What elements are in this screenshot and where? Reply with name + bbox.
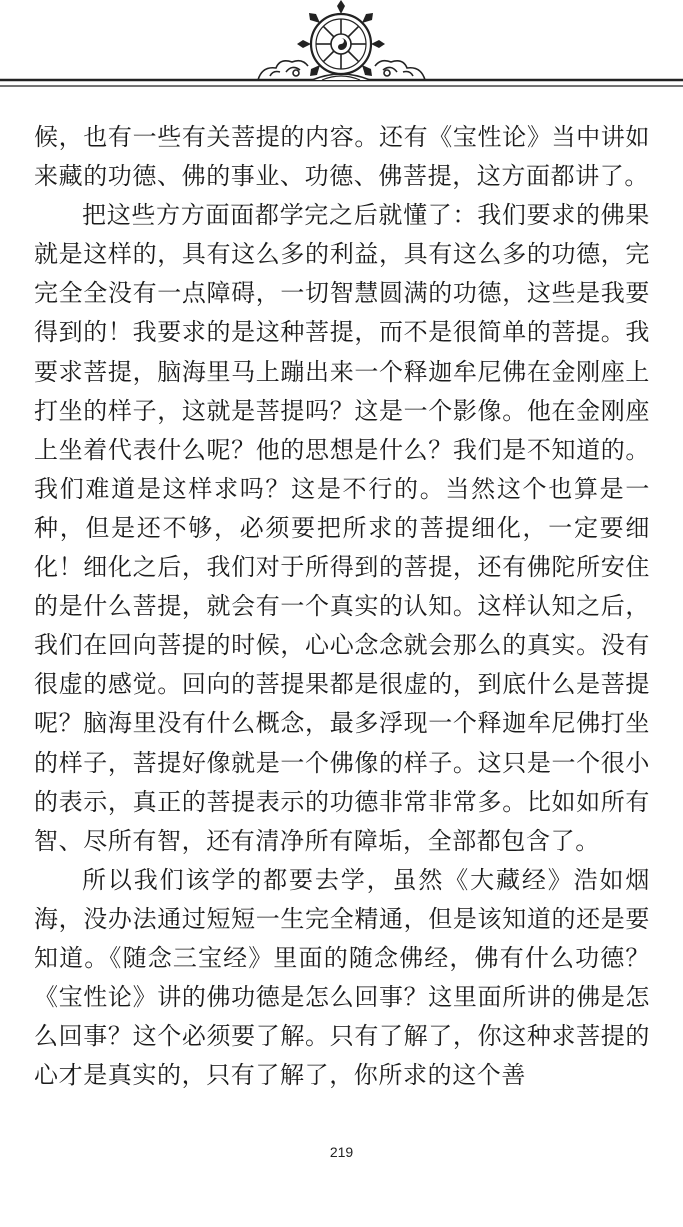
dharma-wheel-icon (0, 0, 683, 100)
body-text (34, 118, 650, 1095)
page-number: 219 (329, 1144, 354, 1160)
paragraph: 把这些方方面面都学完之后就懂了：我们要求的佛果就是这样的，具有这么多的利益，具有这么多的功德，完完全全没有一点障碍，一切智慧圆满的功德，这些是我要得到的！我要求的是这种菩提，而不是很简单的菩提。我要求菩提，脑海里马上蹦出来一个释迦牟尼佛在金刚座上打坐的样子，这就是菩提吗？这是一个影像。他在金刚座上坐着代表什么呢？他的思想是什么？我们是不知道的。我们难道是这样求吗？这是不行的。当然这个也算是一种，但是还不够，必须要把所求的菩提细化，一定要细化！细化之后，我们对于所得到的菩提，还有佛陀所安住的是什么菩提，就会有一个真实的认知。这样认知之后，我们在回向菩提的时候，心心念念就会那么的真实。没有很虚的感觉。回向的菩提果都是很虚的，到底什么是菩提呢？脑海里没有什么概念，最多浮现一个释迦牟尼佛打坐的样子，菩提好像就是一个佛像的样子。这只是一个很小的表示，真正的菩提表示的功德非常非常多。比如如所有智、尽所有智，还有清净所有障垢，全部都包含了。 (34, 201, 650, 855)
paragraph: 所以我们该学的都要去学，虽然《大藏经》浩如烟海，没办法通过短短一生完全精通，但是该知道的还是要知道。《随念三宝经》里面的随念佛经，佛有什么功德？《宝性论》讲的佛功德是怎么回事？这里面所讲的佛是怎么回事？这个必须要了解。只有了解了，你这种求菩提的心才是真实的，只有了解了，你所求的这个善 (34, 865, 650, 1090)
page-header-ornament (0, 0, 683, 100)
paragraph: 候，也有一些有关菩提的内容。还有《宝性论》当中讲如来藏的功德、佛的事业、功德、佛菩提，这方面都讲了。 (34, 123, 650, 191)
